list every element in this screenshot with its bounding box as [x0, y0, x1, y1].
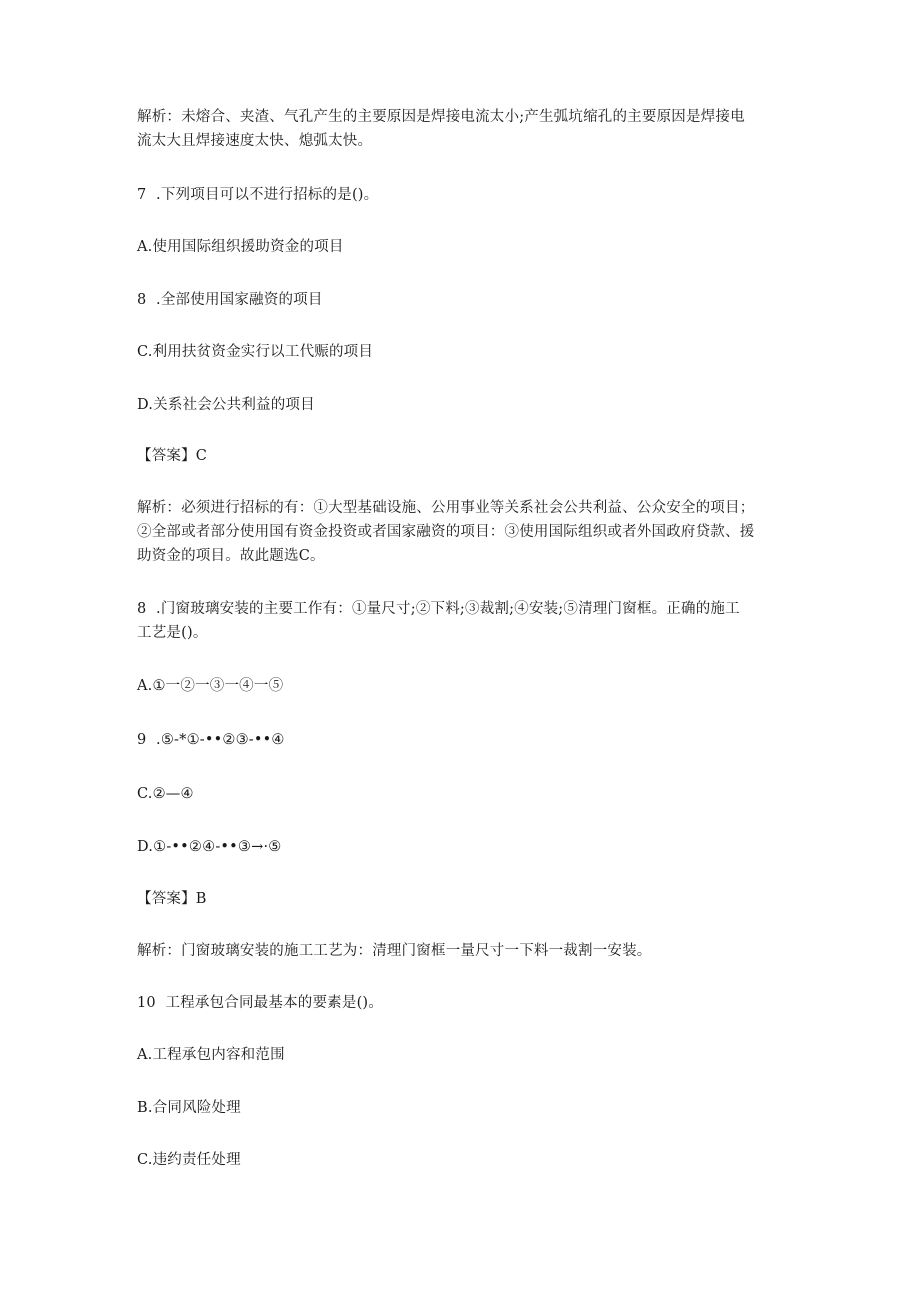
- question-10-stem: 10 工程承包合同最基本的要素是()。: [137, 995, 383, 1011]
- question-7-stem: 7 .下列项目可以不进行招标的是()。: [137, 187, 379, 203]
- question-7-option-c: C.利用扶贫资金实行以工代赈的项目: [137, 344, 374, 360]
- analysis-q7-line-3: 助资金的项目。故此题选C。: [137, 548, 325, 564]
- question-8-option-d: D.①-••②④-••③→·⑤: [137, 839, 282, 855]
- question-7-option-d: D.关系社会公共利益的项目: [137, 397, 315, 413]
- question-8-option-a: A.①一②一③一④一⑤: [137, 678, 284, 694]
- question-7-answer: 【答案】C: [137, 448, 208, 464]
- question-10-option-c: C.违约责任处理: [137, 1152, 241, 1168]
- analysis-q7-line-2: ②全部或者部分使用国有资金投资或者国家融资的项目：③使用国际组织或者外国政府贷款、援: [137, 524, 755, 540]
- analysis-paragraph-q8: 解析：门窗玻璃安装的施工工艺为：清理门窗框一量尺寸一下料一裁割一安装。: [137, 943, 652, 959]
- question-7-option-b: 8 .全部使用国家融资的项目: [137, 292, 323, 308]
- analysis-paragraph-q7: [137, 496, 787, 568]
- question-7-option-a: A.使用国际组织援助资金的项目: [137, 239, 344, 255]
- question-8-option-c: C.②—④: [137, 786, 194, 802]
- question-8-stem: [137, 597, 787, 645]
- question-10-option-a: A.工程承包内容和范围: [137, 1047, 285, 1063]
- question-8-stem-line-1: 8 .门窗玻璃安装的主要工作有：①量尺寸;②下料;③裁割;④安装;⑤清理门窗框。正确的施工: [137, 601, 740, 617]
- question-10-option-b: B.合同风险处理: [137, 1100, 241, 1116]
- analysis-q6-line-2: 流太大且焊接速度太快、熄弧太快。: [137, 133, 373, 149]
- question-8-answer: 【答案】B: [137, 891, 207, 907]
- analysis-q7-line-1: 解析：必须进行招标的有：①大型基础设施、公用事业等关系社会公共利益、公众安全的项目；: [137, 500, 755, 516]
- question-8-stem-line-2: 工艺是()。: [137, 625, 208, 641]
- analysis-q6-line-1: 解析：未熔合、夹渣、气孔产生的主要原因是焊接电流太小;产生弧坑缩孔的主要原因是焊接电: [137, 109, 745, 125]
- analysis-paragraph-q6: [137, 105, 787, 153]
- question-8-option-b: 9 .⑤-*①-••②③-••④: [137, 732, 285, 748]
